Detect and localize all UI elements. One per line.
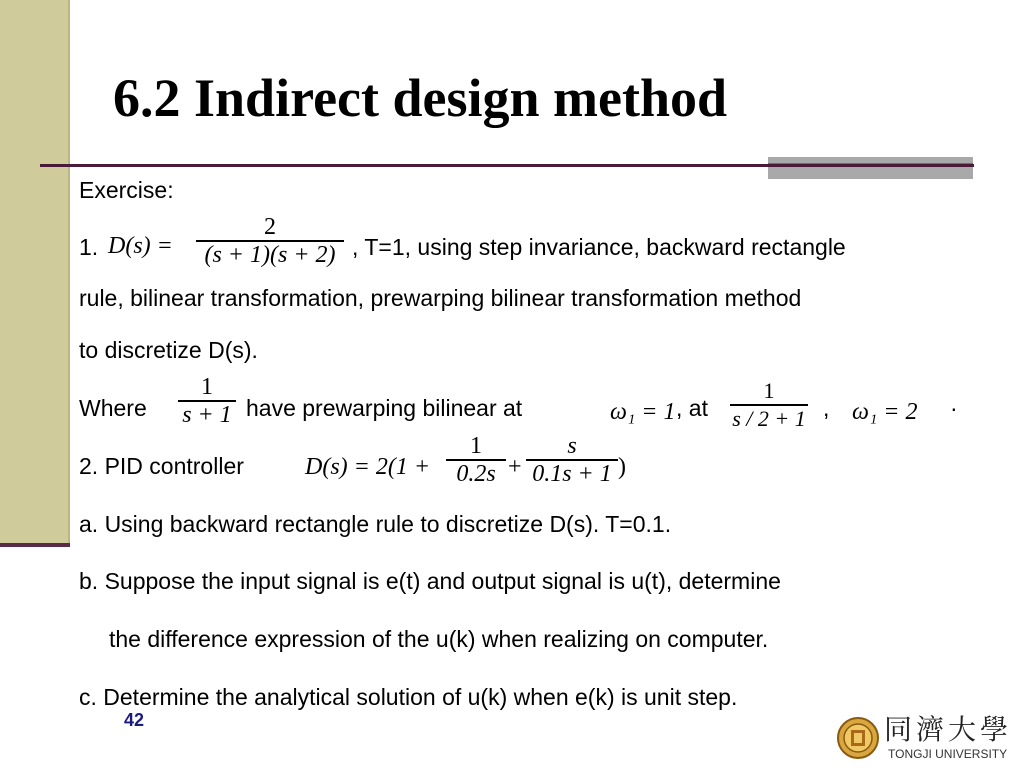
- where-fraction1: [178, 374, 236, 428]
- slide-title: 6.2 Indirect design method: [113, 68, 728, 128]
- item1-lhs: D(s) =: [108, 233, 173, 259]
- where-dot: ·: [950, 395, 958, 421]
- title-accent-bar: [768, 157, 973, 179]
- item2-close-paren: ): [618, 454, 626, 480]
- sidebar-divider: [0, 543, 70, 547]
- where-fraction2: [730, 378, 808, 432]
- where-comma: ,: [823, 395, 830, 421]
- item2-label: 2. PID controller: [79, 453, 244, 479]
- where-middle-text: have prewarping bilinear at: [246, 395, 523, 421]
- omega-equation-1: ω₁ = 1: [610, 399, 676, 425]
- item1-denominator: (s + 1)(s + 2): [204, 241, 336, 268]
- item2-plus: +: [508, 454, 522, 480]
- sidebar-edge: [68, 0, 70, 545]
- decorative-sidebar: [0, 0, 68, 545]
- where-frac2-denominator: s / 2 + 1: [732, 405, 806, 431]
- item2-frac2-numerator: s: [567, 433, 577, 459]
- item-c: c. Determine the analytical solution of u(k) when e(k) is unit step.: [79, 684, 738, 710]
- item-a: a. Using backward rectangle rule to discretize D(s). T=0.1.: [79, 511, 672, 537]
- item1-fraction: [196, 214, 344, 268]
- where-label: Where: [79, 395, 147, 421]
- university-logo: [836, 714, 1016, 764]
- where-frac1-numerator: 1: [201, 374, 213, 400]
- where-frac1-denominator: s + 1: [182, 401, 232, 428]
- item1-line3: to discretize D(s).: [79, 337, 258, 363]
- title-underline: [40, 164, 974, 167]
- item2-lhs: D(s) = 2(1 +: [305, 454, 431, 480]
- logo-english-name: TONGJI UNIVERSITY: [888, 747, 1008, 761]
- exercise-label: Exercise:: [79, 177, 174, 203]
- item1-text: , T=1, using step invariance, backward rectangle: [352, 234, 846, 260]
- item1-line2: rule, bilinear transformation, prewarping bilinear transformation method: [79, 285, 802, 311]
- where-frac2-numerator: 1: [763, 378, 775, 403]
- item1-numerator: 2: [264, 214, 276, 240]
- item2-fraction2: [526, 433, 618, 487]
- item1-prefix: 1.: [79, 234, 99, 260]
- university-seal-icon: [836, 716, 880, 760]
- item-b-line2: the difference expression of the u(k) when realizing on computer.: [109, 626, 769, 652]
- item2-frac1-numerator: 1: [470, 433, 482, 459]
- where-at-text: , at: [676, 395, 708, 421]
- item2-fraction1: [446, 433, 506, 487]
- logo-chinese-name: 同濟大學: [884, 713, 1013, 746]
- omega-equation-2: ω₁ = 2: [852, 399, 918, 425]
- item2-frac1-denominator: 0.2s: [456, 460, 496, 487]
- page-number: 42: [124, 710, 145, 730]
- item2-frac2-denominator: 0.1s + 1: [532, 460, 612, 487]
- item-b-line1: b. Suppose the input signal is e(t) and output signal is u(t), determine: [79, 568, 781, 594]
